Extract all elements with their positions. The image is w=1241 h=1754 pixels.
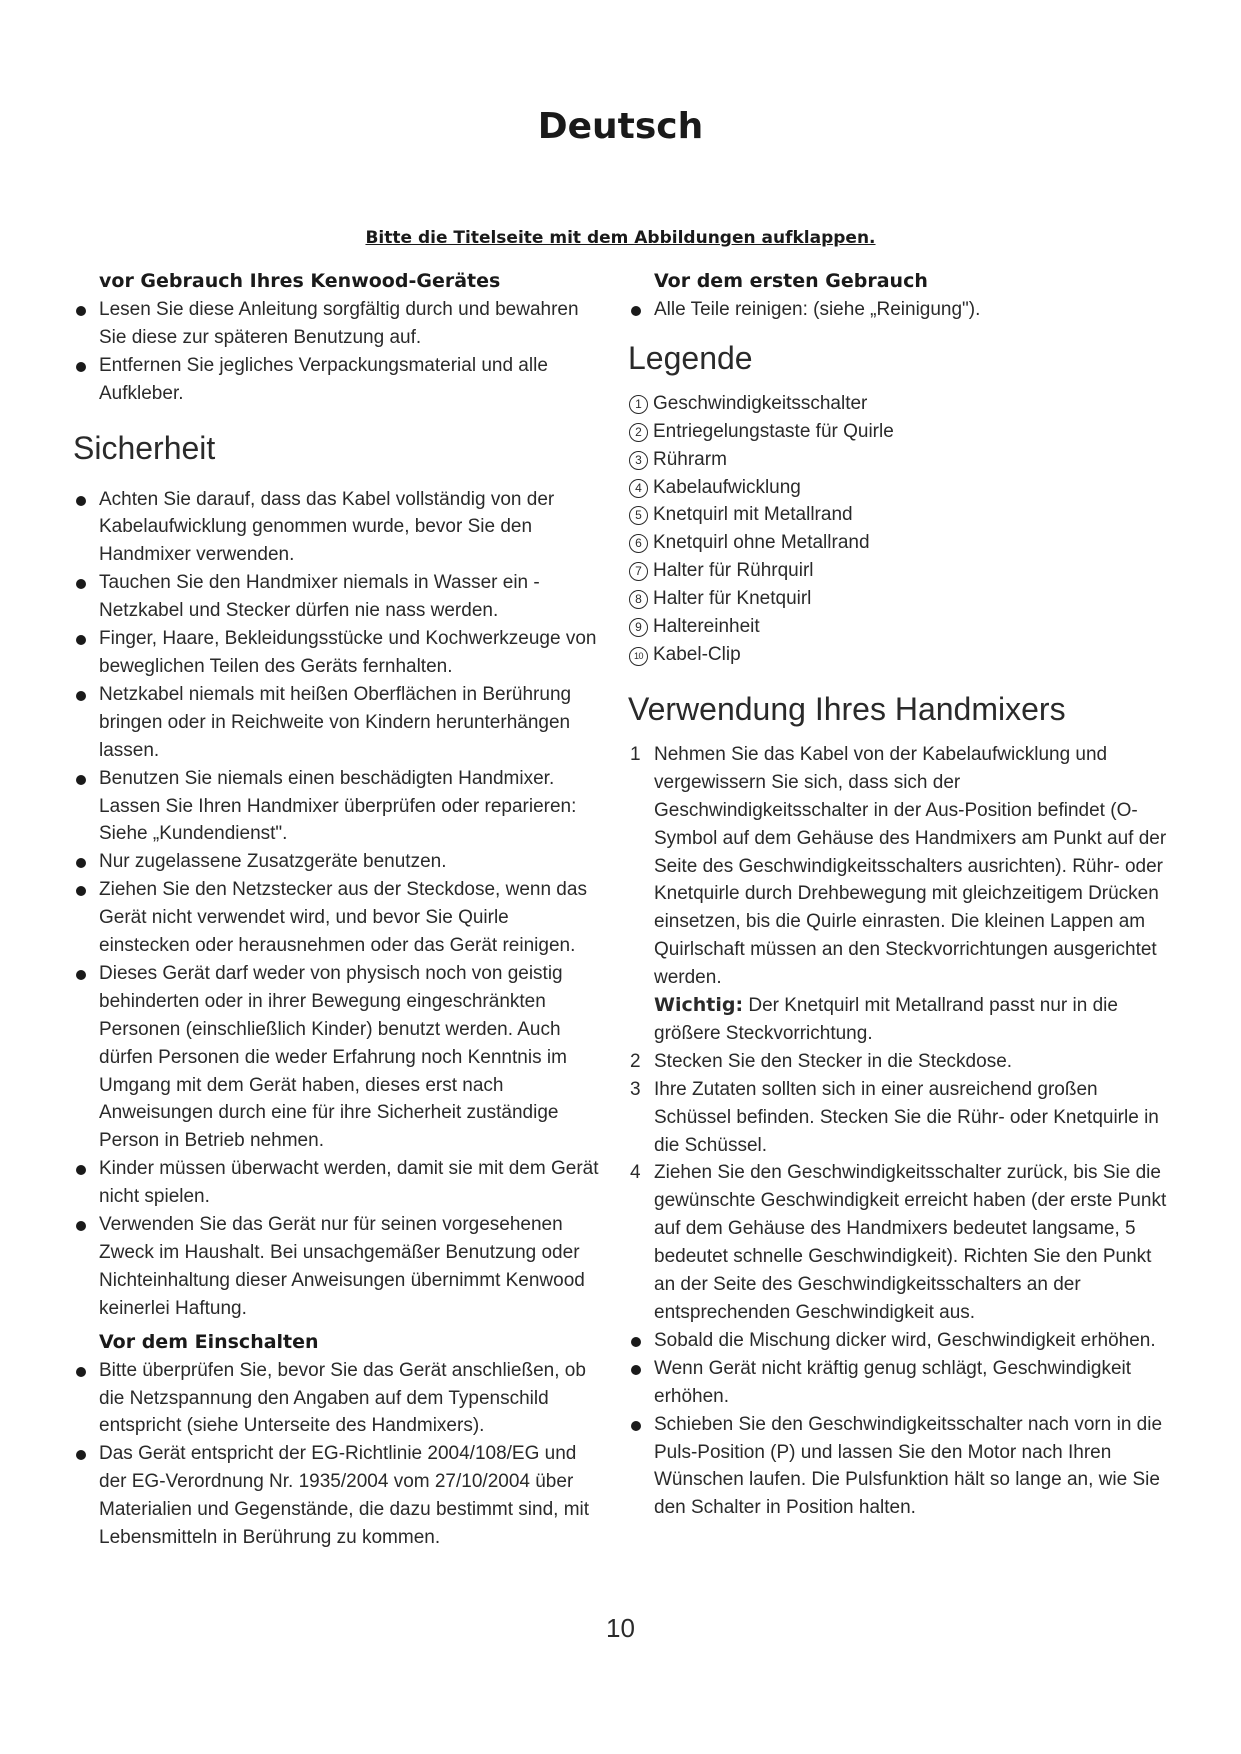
legend-number: 9 [629, 618, 648, 637]
fold-out-note: Bitte die Titelseite mit dem Abbildungen aufklappen. [365, 228, 876, 248]
legend-label: Haltereinheit [653, 616, 760, 638]
left-column [73, 268, 603, 1552]
legend-number: 1 [629, 395, 648, 414]
before-use-heading: vor Gebrauch Ihres Kenwood-Gerätes [99, 270, 501, 292]
legend-item [628, 501, 1168, 529]
before-switch-on-list [73, 1357, 603, 1552]
safety-heading: Sicherheit [73, 429, 216, 466]
legend-item [628, 613, 1168, 641]
list-item: Schieben Sie den Geschwindigkeitsschalter nach vorn in die Puls-Position (P) und lassen Sie den Motor nach Ihren Wünschen laufen. Die Pulsfunktion hält so lange an, wie Sie den Schalter in Position halten. [628, 1411, 1168, 1523]
list-item: Dieses Gerät darf weder von physisch noch von geistig behinderten oder in ihrer Bewegung eingeschränkten Personen (einschließlich Kinder) benutzt werden. Auch dürfen Personen die weder Erfahrung noch Kenntnis im Umgang mit dem Gerät haben, dieses erst nach Anweisungen durch eine für ihre Sicherheit zuständige Person in Betrieb nehmen. [73, 960, 603, 1155]
step-text: Ziehen Sie den Geschwindigkeitsschalter zurück, bis Sie die gewünschte Geschwindigkeit erreicht haben (der erste Punkt auf dem Gehäuse des Handmixers bedeutet langsame, 5 bedeutet schnelle Geschwindigkeit). Richten Sie den Punkt an der Seite des Geschwindigkeitsschalters an der entsprechenden Geschwindigkeit aus. [654, 1162, 1167, 1323]
step-text: Stecken Sie den Stecker in die Steckdose. [654, 1050, 1013, 1072]
legend-label: Halter für Rührquirl [653, 560, 814, 582]
before-switch-on-heading: Vor dem Einschalten [99, 1330, 319, 1353]
legend-number: 10 [629, 647, 648, 666]
list-item: Sobald die Mischung dicker wird, Geschwindigkeit erhöhen. [628, 1327, 1168, 1355]
legend-number: 6 [629, 534, 648, 553]
legend-item [628, 474, 1168, 502]
list-item: Tauchen Sie den Handmixer niemals in Wasser ein - Netzkabel und Stecker dürfen nie nass werden. [73, 569, 603, 625]
right-column [628, 268, 1168, 1522]
legend-item [628, 529, 1168, 557]
legend-label: Knetquirl ohne Metallrand [653, 532, 870, 554]
legend-item [628, 446, 1168, 474]
legend-number: 4 [629, 479, 648, 498]
list-item: Lesen Sie diese Anleitung sorgfältig durch und bewahren Sie diese zur späteren Benutzung auf. [73, 296, 603, 352]
legend-list [628, 390, 1168, 669]
legend-item [628, 418, 1168, 446]
legend-number: 3 [629, 451, 648, 470]
step-number: 1 [630, 743, 641, 765]
list-item: Bitte überprüfen Sie, bevor Sie das Gerät anschließen, ob die Netzspannung den Angaben auf dem Typenschild entspricht (siehe Unterseite des Handmixers). [73, 1357, 603, 1441]
first-use-heading: Vor dem ersten Gebrauch [654, 270, 928, 292]
legend-item [628, 585, 1168, 613]
important-text: Der Knetquirl mit Metallrand passt nur in die größere Steckvorrichtung. [654, 995, 1118, 1044]
list-item: Netzkabel niemals mit heißen Oberflächen in Berührung bringen oder in Reichweite von Kindern herunterhängen lassen. [73, 681, 603, 765]
step-number: 3 [630, 1078, 641, 1100]
legend-item [628, 557, 1168, 585]
legend-label: Rührarm [653, 448, 727, 470]
important-note [654, 992, 1168, 1048]
legend-label: Kabelaufwicklung [653, 476, 801, 498]
legend-item [628, 390, 1168, 418]
list-item: Achten Sie darauf, dass das Kabel vollständig von der Kabelaufwicklung genommen wurde, bevor Sie den Handmixer verwenden. [73, 486, 603, 570]
list-item: Kinder müssen überwacht werden, damit sie mit dem Gerät nicht spielen. [73, 1155, 603, 1211]
legend-label: Geschwindigkeitsschalter [653, 392, 868, 414]
step-number: 2 [630, 1050, 641, 1072]
legend-label: Knetquirl mit Metallrand [653, 504, 853, 526]
step-text: Nehmen Sie das Kabel von der Kabelaufwicklung und vergewissern Sie sich, dass sich der Geschwindigkeitsschalter in der Aus-Position befindet (O-Symbol auf dem Gehäuse des Handmixers am Punkt auf der Seite des Geschwindigkeitsschalters ausrichten). Rühr- oder Knetquirle durch Drehbewegung mit gleichzeitigem Drücken einsetzen, bis die Quirle einrasten. Die kleinen Lappen am Quirlschaft müssen an den Steckvorrichtungen ausgerichtet werden. [654, 743, 1167, 989]
list-item: Wenn Gerät nicht kräftig genug schlägt, Geschwindigkeit erhöhen. [628, 1355, 1168, 1411]
page-title: Deutsch [537, 106, 704, 147]
list-item: Finger, Haare, Bekleidungsstücke und Kochwerkzeuge von beweglichen Teilen des Geräts fernhalten. [73, 625, 603, 681]
usage-step [628, 741, 1168, 1048]
usage-step [628, 1076, 1168, 1160]
list-item: Benutzen Sie niemals einen beschädigten Handmixer. Lassen Sie Ihren Handmixer überprüfen oder reparieren: Siehe „Kundendienst". [73, 765, 603, 849]
list-item: Alle Teile reinigen: (siehe „Reinigung"). [628, 296, 1168, 324]
legend-number: 8 [629, 590, 648, 609]
step-text: Ihre Zutaten sollten sich in einer ausreichend großen Schüssel befinden. Stecken Sie die Rühr- oder Knetquirle in die Schüssel. [654, 1078, 1159, 1156]
legend-heading: Legende [628, 339, 753, 376]
legend-number: 2 [629, 423, 648, 442]
page-number: 10 [606, 1613, 635, 1643]
important-label: Wichtig: [654, 994, 744, 1017]
legend-number: 7 [629, 562, 648, 581]
legend-item [628, 641, 1168, 669]
usage-tips [628, 1327, 1168, 1522]
legend-number: 5 [629, 506, 648, 525]
usage-step [628, 1159, 1168, 1326]
list-item: Ziehen Sie den Netzstecker aus der Steckdose, wenn das Gerät nicht verwendet wird, und bevor Sie Quirle einstecken oder herausnehmen oder das Gerät reinigen. [73, 876, 603, 960]
legend-label: Kabel-Clip [653, 643, 741, 665]
safety-list [73, 486, 603, 1323]
step-number: 4 [630, 1162, 641, 1184]
list-item: Nur zugelassene Zusatzgeräte benutzen. [73, 848, 603, 876]
legend-label: Halter für Knetquirl [653, 588, 812, 610]
list-item: Entfernen Sie jegliches Verpackungsmaterial und alle Aufkleber. [73, 352, 603, 408]
usage-steps [628, 741, 1168, 1327]
list-item: Das Gerät entspricht der EG-Richtlinie 2004/108/EG und der EG-Verordnung Nr. 1935/2004 vom 27/10/2004 über Materialien und Gegenstände, die dazu bestimmt sind, mit Lebensmitteln in Berührung zu kommen. [73, 1440, 603, 1552]
list-item: Verwenden Sie das Gerät nur für seinen vorgesehenen Zweck im Haushalt. Bei unsachgemäßer Benutzung oder Nichteinhaltung dieser Anweisungen übernimmt Kenwood keinerlei Haftung. [73, 1211, 603, 1323]
usage-heading: Verwendung Ihres Handmixers [628, 690, 1066, 727]
legend-label: Entriegelungstaste für Quirle [653, 420, 894, 442]
before-use-list [73, 296, 603, 408]
first-use-list [628, 296, 1168, 324]
usage-step [628, 1048, 1168, 1076]
